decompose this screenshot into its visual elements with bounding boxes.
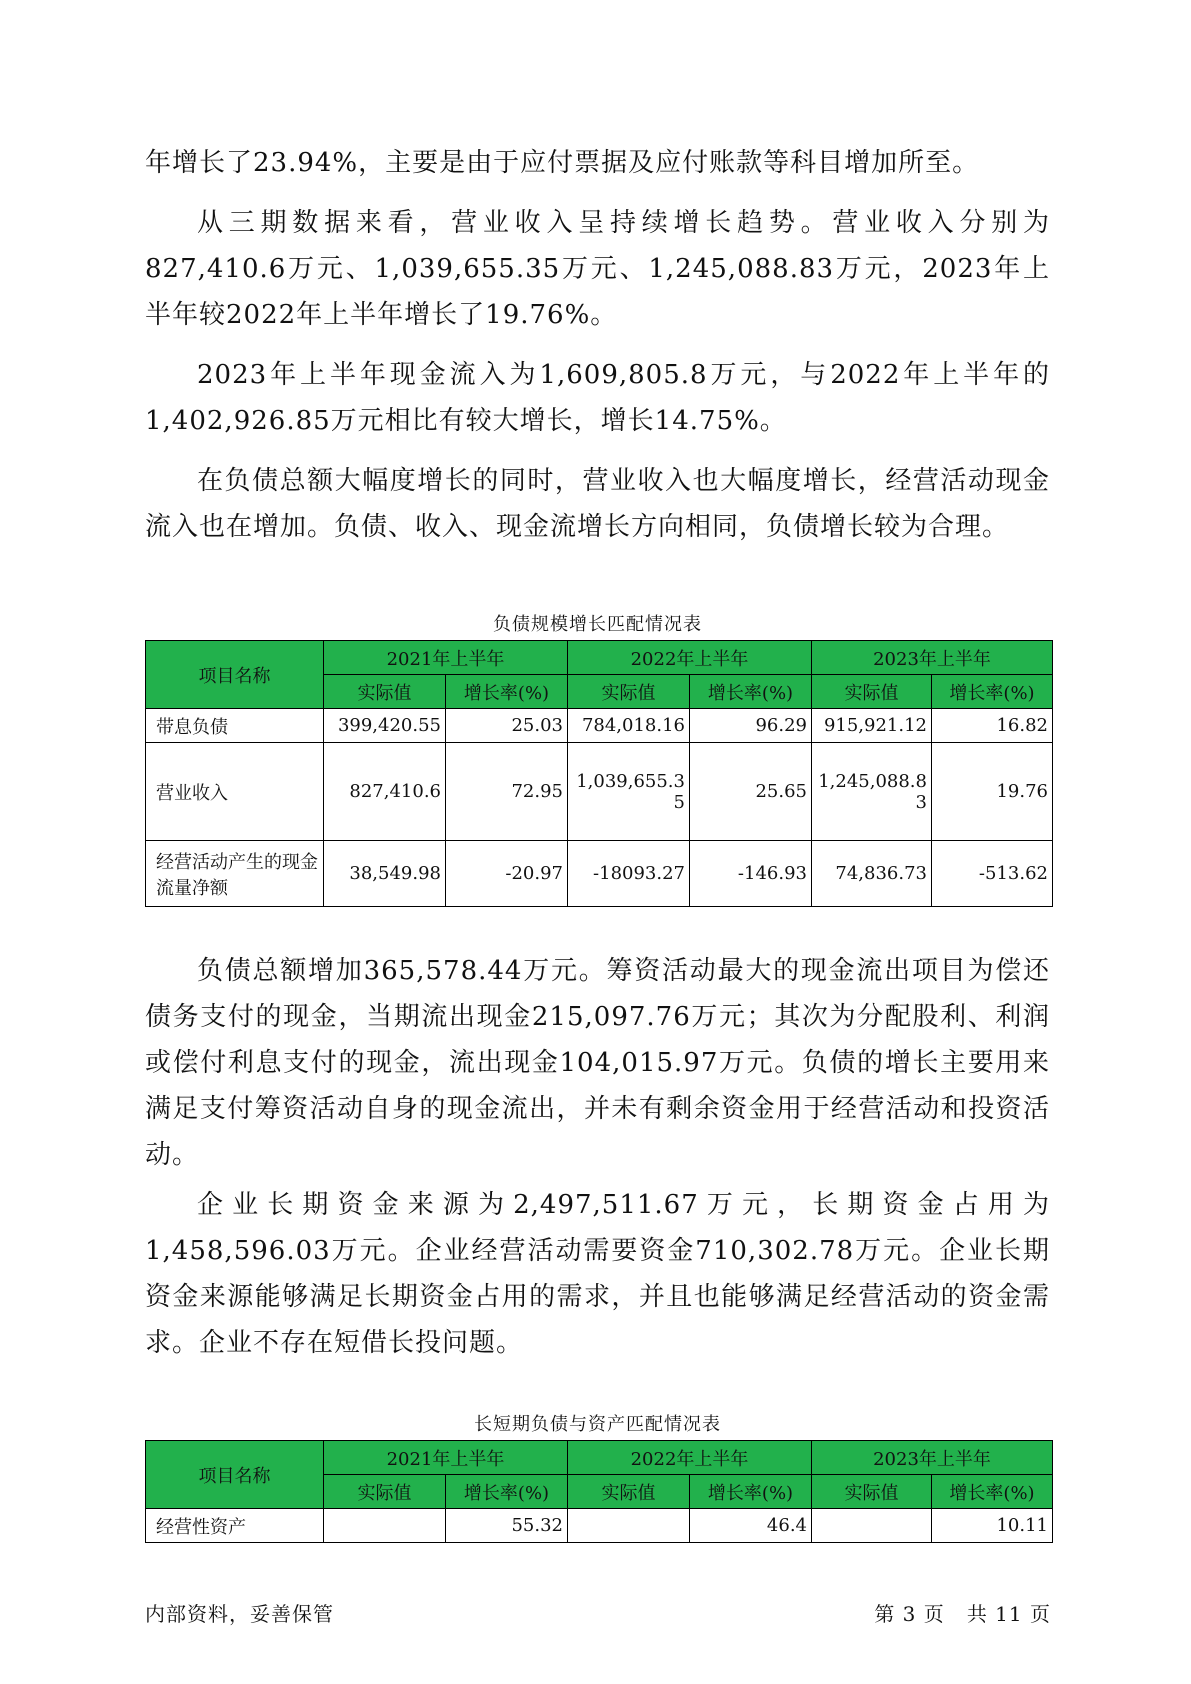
header-rate-2021: 增长率(%) — [446, 675, 568, 709]
header-period-2023: 2023年上半年 — [812, 641, 1053, 675]
table-row — [146, 743, 1053, 841]
footer-page-number: 第 3 页 共 11 页 — [874, 1602, 1051, 1626]
header-period-2021: 2021年上半年 — [324, 641, 568, 675]
header-period-2022: 2022年上半年 — [568, 1441, 812, 1475]
row-name: 经营性资产 — [146, 1509, 324, 1543]
header-rate-2021: 增长率(%) — [446, 1475, 568, 1509]
header-rate-2023: 增长率(%) — [932, 675, 1053, 709]
paragraph-long-term-funds: 企业长期资金来源为2,497,511.67万元，长期资金占用为1,458,596.03万元。企业经营活动需要资金710,302.78万元。企业长期资金来源能够满足长期资金占用的需求，并且也能够满足经营活动的资金需求。企业不存在短借长投问题。 — [145, 1190, 1050, 1358]
header-actual-2021: 实际值 — [324, 675, 446, 709]
header-actual-2022: 实际值 — [568, 1475, 690, 1509]
header-actual-2022: 实际值 — [568, 675, 690, 709]
header-item-name: 项目名称 — [146, 641, 324, 709]
header-rate-2023: 增长率(%) — [932, 1475, 1053, 1509]
header-actual-2021: 实际值 — [324, 1475, 446, 1509]
cell-value: 55.32 — [446, 1509, 568, 1543]
header-period-2023: 2023年上半年 — [812, 1441, 1053, 1475]
debt-growth-table — [145, 640, 1053, 907]
asset-match-table — [145, 1440, 1053, 1543]
row-name: 经营活动产生的现金流量净额 — [146, 841, 324, 907]
paragraph-continuation: 年增长了23.94%，主要是由于应付票据及应付账款等科目增加所至。 — [145, 148, 980, 178]
paragraph-revenue: 从三期数据来看，营业收入呈持续增长趋势。营业收入分别为827,410.6万元、1,039,655.35万元、1,245,088.83万元，2023年上半年较2022年上半年增长了19.76%。 — [145, 208, 1050, 330]
cell-value: 25.65 — [690, 743, 812, 841]
cell-value — [324, 1509, 446, 1543]
header-item-name: 项目名称 — [146, 1441, 324, 1509]
paragraph-debt-summary: 在负债总额大幅度增长的同时，营业收入也大幅度增长，经营活动现金流入也在增加。负债、收入、现金流增长方向相同，负债增长较为合理。 — [145, 466, 1050, 542]
table-row — [146, 709, 1053, 743]
cell-value: -20.97 — [446, 841, 568, 907]
cell-value — [812, 1509, 932, 1543]
cell-value: 96.29 — [690, 709, 812, 743]
table-row — [146, 1509, 1053, 1543]
cell-value: 25.03 — [446, 709, 568, 743]
cell-value: 1,245,088.83 — [812, 743, 932, 841]
header-period-2022: 2022年上半年 — [568, 641, 812, 675]
cell-value: 74,836.73 — [812, 841, 932, 907]
cell-value: 10.11 — [932, 1509, 1053, 1543]
cell-value: -18093.27 — [568, 841, 690, 907]
table2-caption: 长短期负债与资产匹配情况表 — [474, 1414, 721, 1435]
header-actual-2023: 实际值 — [812, 675, 932, 709]
paragraph-cash-inflow: 2023年上半年现金流入为1,609,805.8万元，与2022年上半年的1,402,926.85万元相比有较大增长，增长14.75%。 — [145, 360, 1050, 436]
cell-value: 16.82 — [932, 709, 1053, 743]
paragraph-debt-usage: 负债总额增加365,578.44万元。筹资活动最大的现金流出项目为偿还债务支付的现金，当期流出现金215,097.76万元；其次为分配股利、利润或偿付利息支付的现金，流出现金104,015.97万元。负债的增长主要用来满足支付筹资活动自身的现金流出，并未有剩余资金用于经营活动和投资活动。 — [145, 956, 1050, 1170]
header-rate-2022: 增长率(%) — [690, 675, 812, 709]
cell-value: 38,549.98 — [324, 841, 446, 907]
cell-value: 915,921.12 — [812, 709, 932, 743]
header-rate-2022: 增长率(%) — [690, 1475, 812, 1509]
cell-value: 46.4 — [690, 1509, 812, 1543]
cell-value: -513.62 — [932, 841, 1053, 907]
row-name: 营业收入 — [146, 743, 324, 841]
cell-value: 1,039,655.35 — [568, 743, 690, 841]
cell-value: 19.76 — [932, 743, 1053, 841]
cell-value: 399,420.55 — [324, 709, 446, 743]
table-row — [146, 841, 1053, 907]
cell-value: 827,410.6 — [324, 743, 446, 841]
cell-value: 72.95 — [446, 743, 568, 841]
header-actual-2023: 实际值 — [812, 1475, 932, 1509]
header-period-2021: 2021年上半年 — [324, 1441, 568, 1475]
cell-value: 784,018.16 — [568, 709, 690, 743]
footer-confidential: 内部资料，妥善保管 — [145, 1602, 334, 1626]
cell-value: -146.93 — [690, 841, 812, 907]
row-name: 带息负债 — [146, 709, 324, 743]
cell-value — [568, 1509, 690, 1543]
table1-caption: 负债规模增长匹配情况表 — [493, 614, 702, 635]
